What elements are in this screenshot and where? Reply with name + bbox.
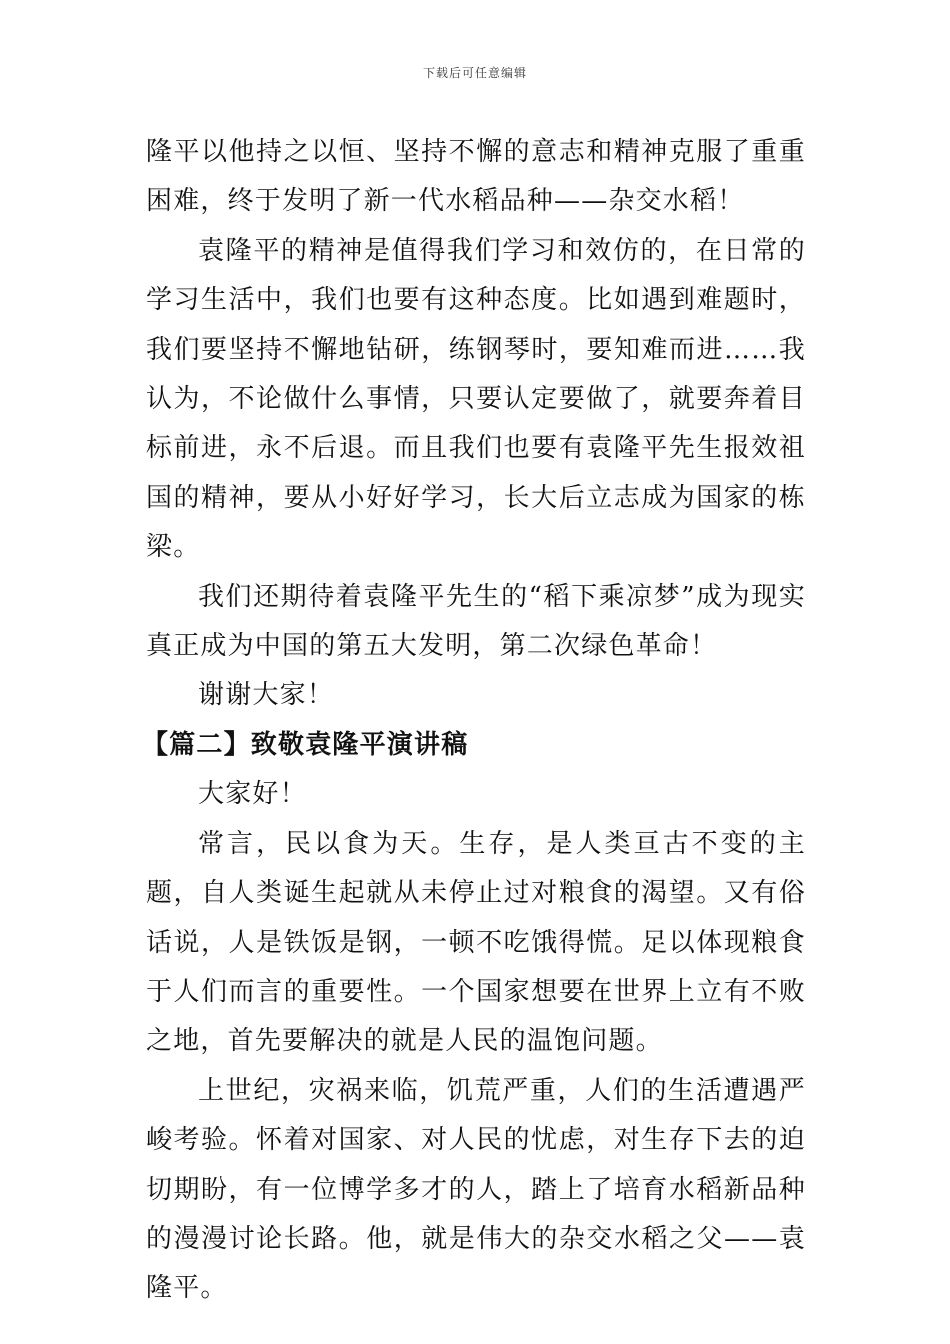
- paragraph-greeting: 大家好！: [198, 779, 307, 810]
- paragraph-spirit: 袁隆平的精神是值得我们学习和效仿的，在日常的学习生活中，我们也要有这种态度。比如遇到难题时，我们要坚持不懈地钻研，练钢琴时，要知难而进……我认为，不论做什么事情，只要认定要做了，就要奔着目标前进，永不后退。而且我们也要有袁隆平先生报效祖国的精神，要从小好好学习，长大后立志成为国家的栋梁。: [146, 235, 806, 563]
- paragraph-thanks: 谢谢大家！: [198, 680, 335, 711]
- paragraph-history: 上世纪，灾祸来临，饥荒严重，人们的生活遭遇严峻考验。怀着对国家、对人民的忧虑，对生存下去的迫切期盼，有一位博学多才的人，踏上了培育水稻新品种的漫漫讨论长路。他，就是伟大的杂交水稻之父——袁隆平。: [146, 1075, 806, 1304]
- section-heading: 【篇二】致敬袁隆平演讲稿: [142, 729, 469, 760]
- paragraph-food: 常言，民以食为天。生存，是人类亘古不变的主题，自人类诞生起就从未停止过对粮食的渴望。又有俗话说，人是铁饭是钢，一顿不吃饿得慌。足以体现粮食于人们而言的重要性。一个国家想要在世界上立有不败之地，首先要解决的就是人民的温饱问题。: [146, 828, 806, 1057]
- paragraph-continuation: 隆平以他持之以恒、坚持不懈的意志和精神克服了重重困难，终于发明了新一代水稻品种——杂交水稻！: [146, 137, 806, 217]
- document-body: [142, 128, 806, 1314]
- paragraph-dream: 我们还期待着袁隆平先生的“稻下乘凉梦”成为现实真正成为中国的第五大发明，第二次绿色革命！: [146, 581, 806, 662]
- page-header-note: 下载后可任意编辑: [422, 66, 527, 80]
